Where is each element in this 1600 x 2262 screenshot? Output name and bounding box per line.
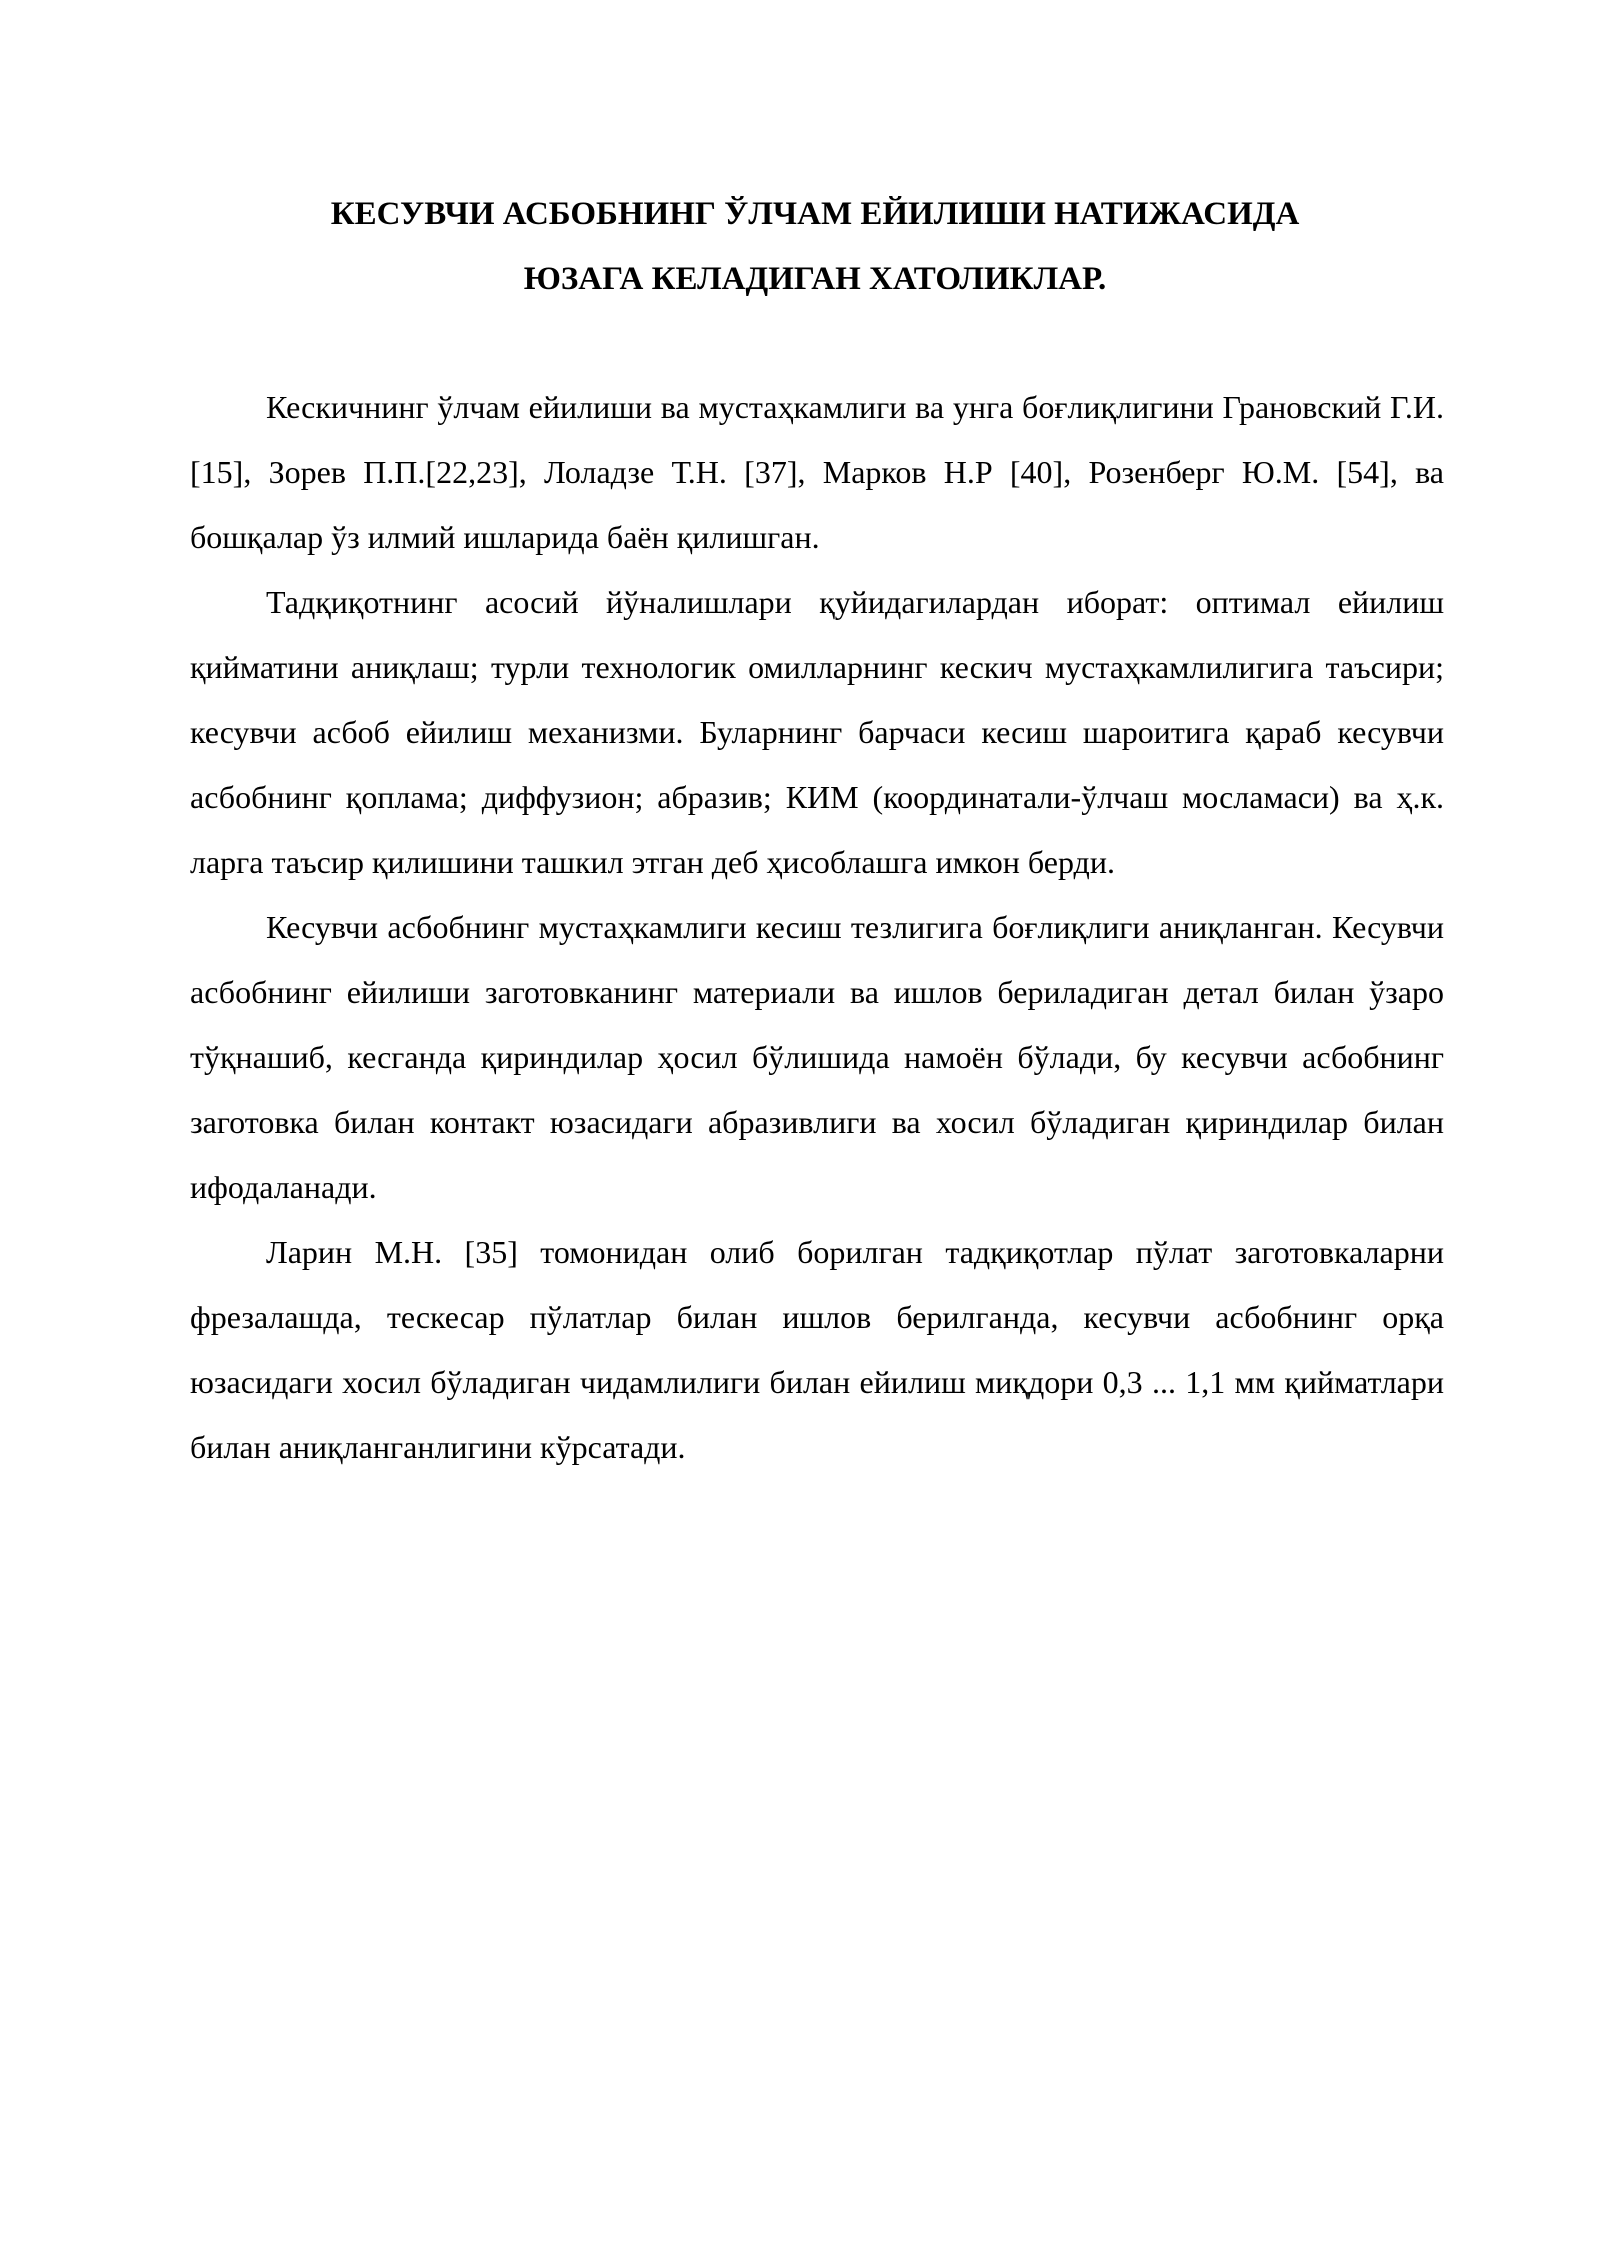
document-title <box>190 182 1440 312</box>
document-body <box>190 375 1444 1480</box>
paragraph-3: Кесувчи асбобнинг мустаҳкамлиги кесиш тезлигига боғлиқлиги аниқланган. Кесувчи асбобнинг ейилиши заготовканинг материали ва ишлов бериладиган детал билан ўзаро тўқнашиб, кесганда қириндилар ҳосил бўлишида намоён бўлади, бу кесувчи асбобнинг заготовка билан контакт юзасидаги абразивлиги ва хосил бўладиган қириндилар билан ифодаланади. <box>190 909 1444 1205</box>
title-line-1: КЕСУВЧИ АСБОБНИНГ ЎЛЧАМ ЕЙИЛИШИ НАТИЖАСИДА <box>330 196 1300 232</box>
title-line-2: ЮЗАГА КЕЛАДИГАН ХАТОЛИКЛАР. <box>523 261 1107 297</box>
paragraph-2: Тадқиқотнинг асосий йўналишлари қуйидагилардан иборат: оптимал ейилиш қийматини аниқлаш; турли технологик омилларнинг кескич мустаҳкамлилигига таъсири; кесувчи асбоб ейилиш механизми. Буларнинг барчаси кесиш шароитига қараб кесувчи асбобнинг қоплама; диффузион; абразив; КИМ (координатали-ўлчаш мосламаси) ва ҳ.к. ларга таъсир қилишини ташкил этган деб ҳисоблашга имкон берди. <box>190 584 1444 880</box>
paragraph-4: Ларин М.Н. [35] томонидан олиб борилган тадқиқотлар пўлат заготовкаларни фрезалашда, тескесар пўлатлар билан ишлов берилганда, кесувчи асбобнинг орқа юзасидаги хосил бўладиган чидамлилиги билан ейилиш миқдори 0,3 ... 1,1 мм қийматлари билан аниқланганлигини кўрсатади. <box>190 1234 1444 1465</box>
paragraph-1: Кескичнинг ўлчам ейилиши ва мустаҳкамлиги ва унга боғлиқлигини Грановский Г.И. [15], Зорев П.П.[22,23], Лоладзе Т.Н. [37], Марков Н.Р [40], Розенберг Ю.М. [54], ва бошқалар ўз илмий ишларида баён қилишган. <box>190 389 1444 555</box>
